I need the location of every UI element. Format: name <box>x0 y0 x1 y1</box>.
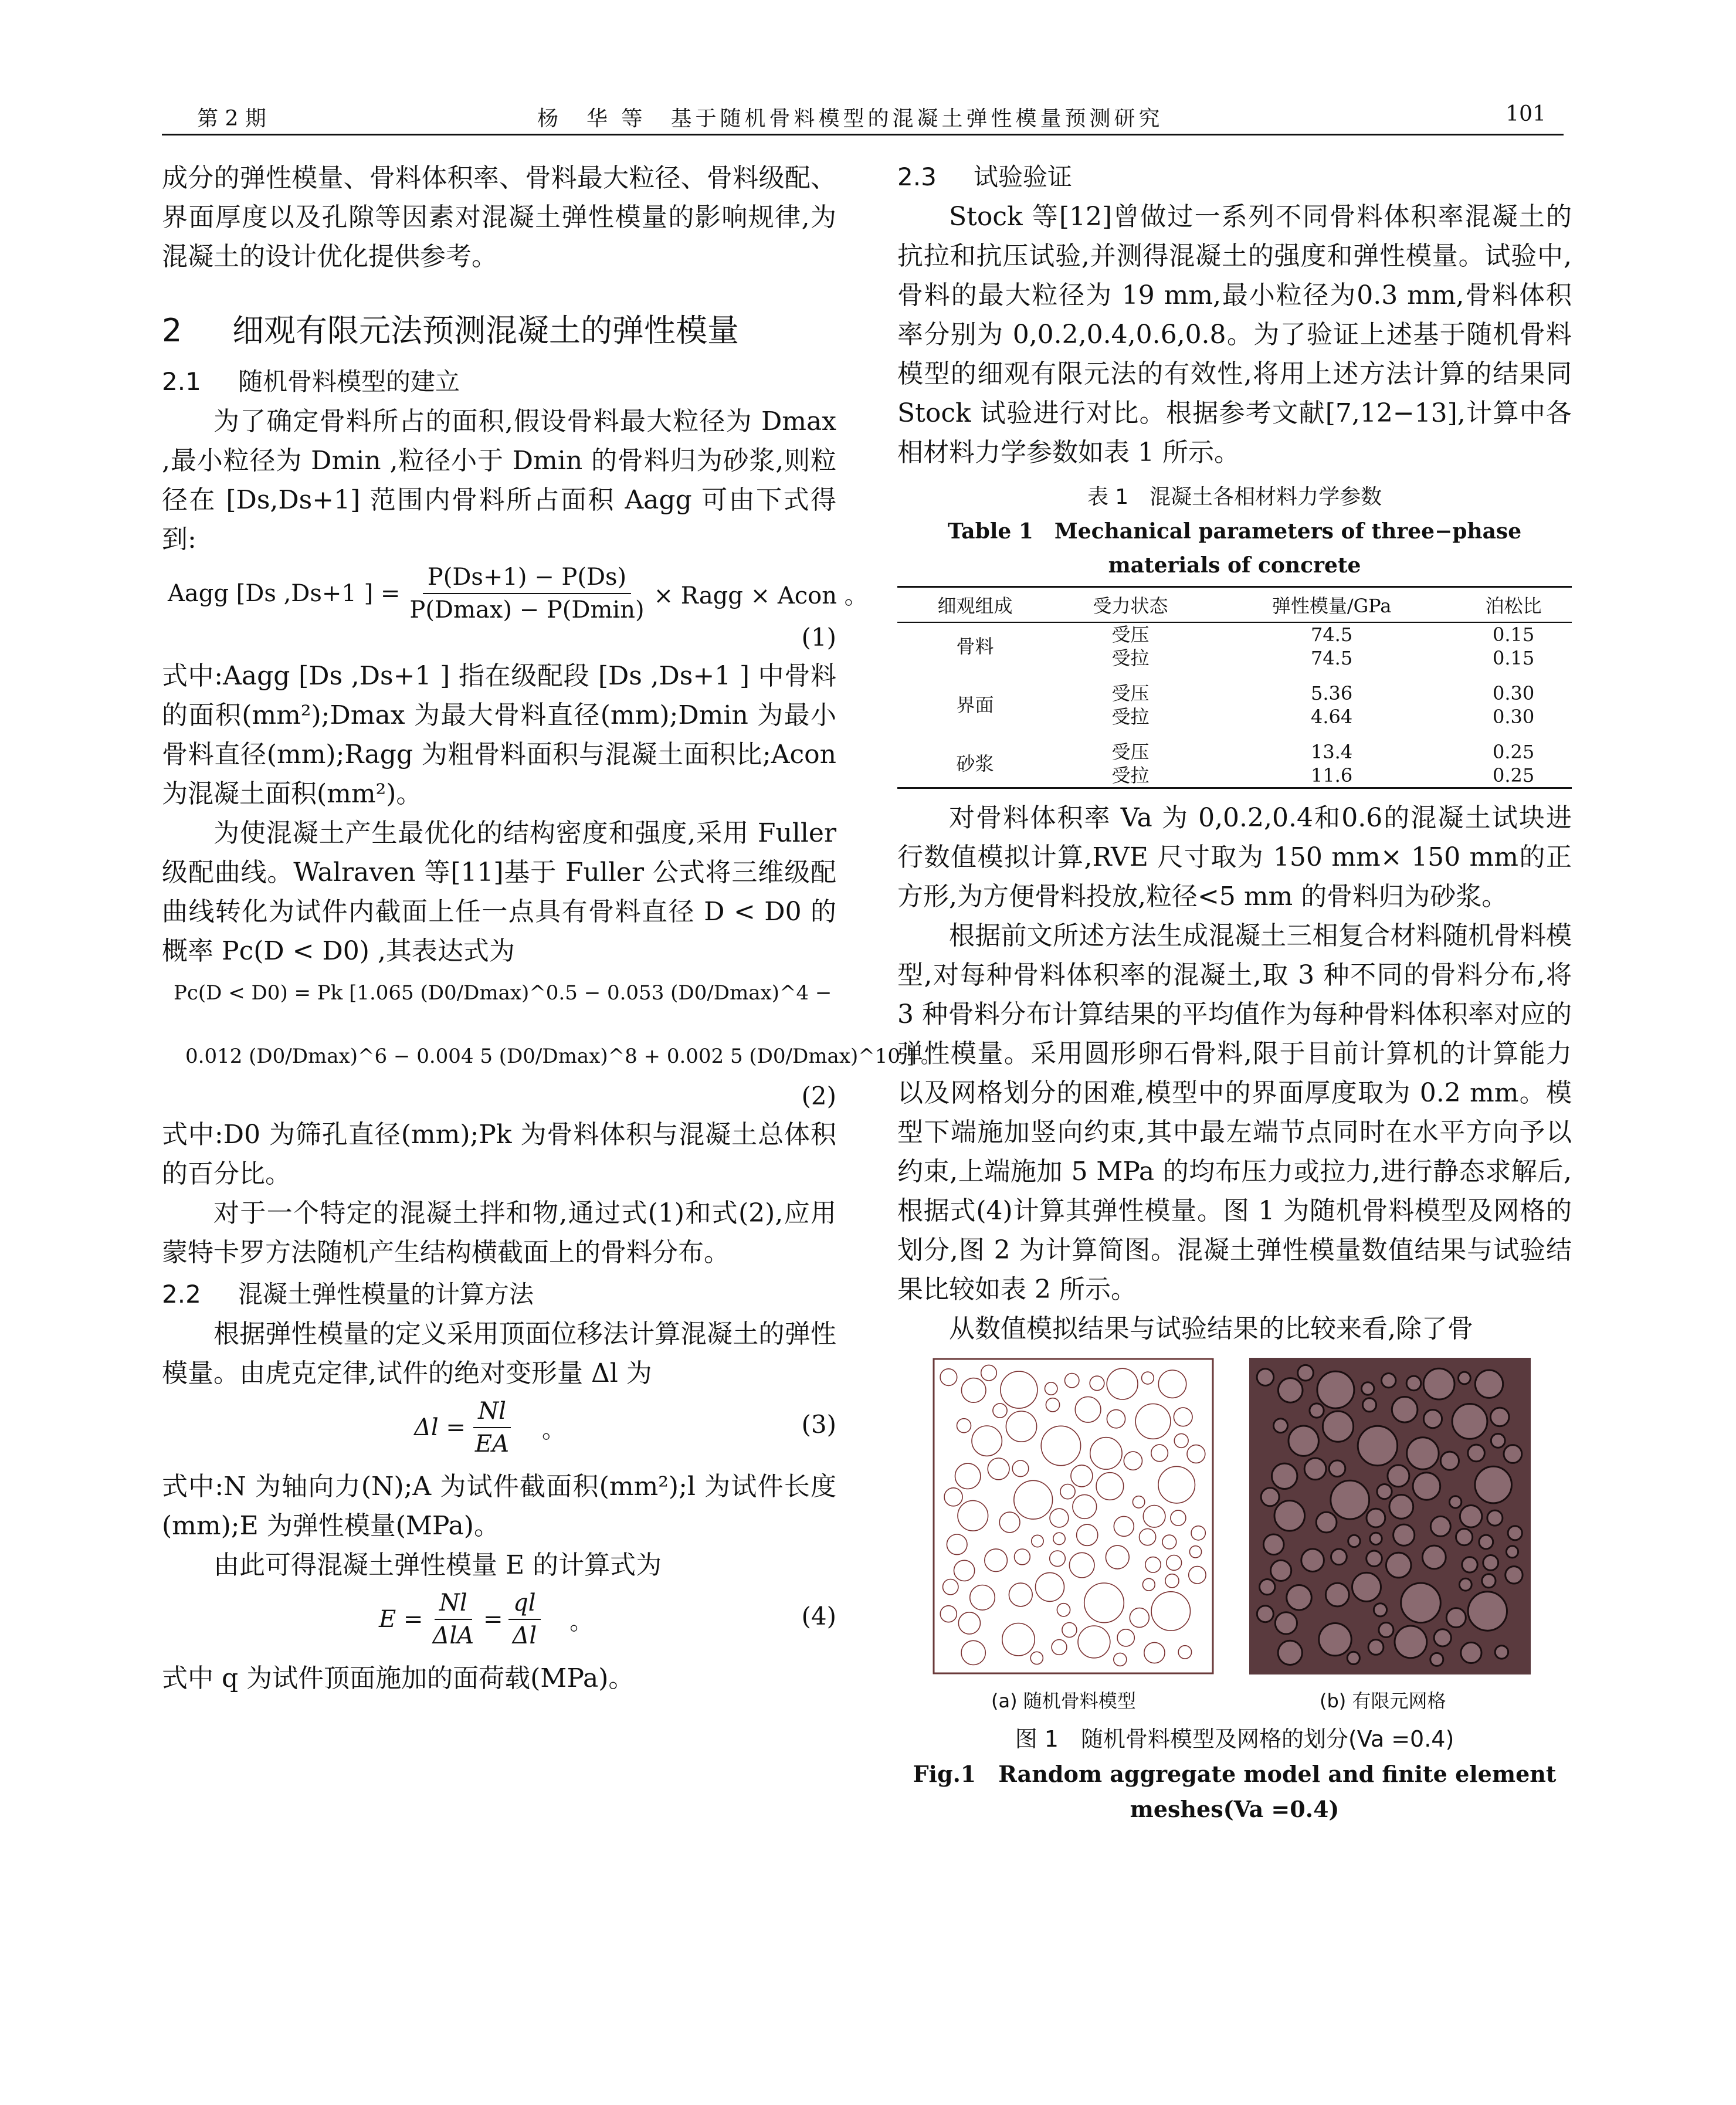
eq-tail: 。 <box>569 1608 594 1635</box>
subsection-2-3-heading <box>897 158 1572 196</box>
paragraph: 由此可得混凝土弹性模量 E 的计算式为 <box>213 1550 662 1580</box>
paragraph: Stock 等[12]曾做过一系列不同骨料体积率混凝土的抗拉和抗压试验,并测得混凝土的强度和弹性模量。试验中,骨料的最大粒径为 19 mm,最小粒径为0.3 mm,骨料体积率分别为 0,0.2,0.4,0.6,0.8。为了验证上述基于随机骨料模型的细观有限元法的有效性,将用上述方法计算的结果同 Stock 试验进行对比。根据参考文献[7,12−13],计算中各相材料力学参数如表 1 所示。 <box>897 202 1572 467</box>
mesh-aggregate-circle <box>1317 1371 1354 1408</box>
eq-fraction <box>428 1589 479 1649</box>
mesh-aggregate-circle <box>1377 1484 1392 1499</box>
mesh-aggregate-circle <box>1347 1652 1359 1664</box>
mesh-aggregate-circle <box>1389 1495 1413 1519</box>
mesh-aggregate-circle <box>1423 1368 1454 1399</box>
eq-lhs: Aagg [Ds ,Ds+1 ] = <box>168 580 401 607</box>
equation-3 <box>162 1398 836 1462</box>
table-caption-en: materials of concrete <box>1108 553 1361 578</box>
table-cell: 0.25 <box>1492 741 1535 763</box>
paragraph: 式中:D0 为筛孔直径(mm);Pk 为骨料体积与混凝土总体积的百分比。 <box>162 1120 836 1189</box>
table-cell: 11.6 <box>1310 764 1353 787</box>
table-row <box>897 622 1572 646</box>
mesh-aggregate-circle <box>1263 1534 1284 1555</box>
mesh-aggregate-circle <box>1257 1369 1274 1386</box>
mesh-aggregate-circle <box>1430 1653 1443 1666</box>
table-1 <box>897 480 1572 789</box>
table-cell: 4.64 <box>1310 706 1353 728</box>
mesh-aggregate-circle <box>1358 1426 1397 1465</box>
paragraph: 根据前文所述方法生成混凝土三相复合材料随机骨料模型,对每种骨料体积率的混凝土,取 3 种不同的骨料分布,将 3 种骨料分布计算结果的平均值作为每种骨料体积率对应的弹性模量。采用圆形卵石骨料,限于目前计算机的计算能力以及网格划分的困难,模型中的界面厚度取为 0.2 mm。模型下端施加竖向约束,其中最左端节点同时在水平方向予以约束,上端施加 5 MPa 的均布压力或拉力,进行静态求解后,根据式(4)计算其弹性模量。图 1 为随机骨料模型及网格的划分,图 2 为计算简图。混凝土弹性模量数值结果与试验结果比较如表 2 所示。 <box>897 921 1572 1304</box>
mesh-aggregate-circle <box>1459 1372 1471 1384</box>
mesh-aggregate-circle <box>1475 1370 1503 1398</box>
eq-numerator: P(Ds+1) − P(Ds) <box>423 564 631 594</box>
mesh-aggregate-circle <box>1310 1404 1324 1418</box>
subfigure-a-label: (a) 随机骨料模型 <box>991 1690 1136 1712</box>
table-cell: 13.4 <box>1310 741 1353 763</box>
table-cell: 74.5 <box>1310 647 1353 669</box>
mesh-aggregate-circle <box>1271 1560 1291 1581</box>
table-header: 弹性模量/GPa <box>1272 595 1392 617</box>
eq-line-2: 0.012 (D0/Dmax)^6 − 0.004 5 (D0/Dmax)^8 + 0.002 5 (D0/Dmax)^10 ] 。 <box>185 1045 941 1068</box>
mesh-aggregate-circle <box>1468 1592 1507 1631</box>
mesh-aggregate-circle <box>1382 1374 1396 1388</box>
figure-caption-en: Fig.1 Random aggregate model and finite element <box>913 1761 1557 1787</box>
mesh-aggregate-circle <box>1319 1623 1351 1656</box>
mesh-aggregate-circle <box>1495 1646 1508 1659</box>
table-header: 细观组成 <box>937 595 1013 617</box>
table-header: 受力状态 <box>1093 595 1168 617</box>
table-caption-cn: 表 1 混凝土各相材料力学参数 <box>1087 485 1382 509</box>
paragraph: 对于一个特定的混凝土拌和物,通过式(1)和式(2),应用蒙特卡罗方法随机产生结构横截面上的骨料分布。 <box>162 1198 836 1267</box>
paragraph: 从数值模拟结果与试验结果的比较来看,除了骨 <box>949 1314 1473 1344</box>
equation-4 <box>162 1589 836 1654</box>
mesh-aggregate-circle <box>1352 1572 1381 1601</box>
mesh-aggregate-circle <box>1490 1408 1509 1426</box>
running-title: 杨 华 等 基于随机骨料模型的混凝土弹性模量预测研究 <box>537 107 1164 131</box>
table-cell: 受压 <box>1111 682 1150 704</box>
mesh-aggregate-circle <box>1434 1629 1451 1646</box>
mesh-aggregate-circle <box>1272 1463 1297 1489</box>
subsection-2-2-heading <box>162 1276 836 1313</box>
subsection-title: 试验验证 <box>974 162 1073 191</box>
mesh-aggregate-circle <box>1362 1398 1376 1412</box>
parameter-table <box>897 586 1572 789</box>
eq-denominator: P(Dmax) − P(Dmin) <box>409 596 645 623</box>
mesh-aggregate-circle <box>1423 1410 1442 1428</box>
right-column <box>897 158 1572 1827</box>
mesh-aggregate-circle <box>1508 1526 1522 1540</box>
mesh-aggregate-circle <box>1461 1642 1481 1663</box>
mesh-aggregate-circle <box>1440 1452 1459 1470</box>
mesh-aggregate-circle <box>1287 1585 1312 1611</box>
mesh-aggregate-circle <box>1323 1411 1353 1442</box>
table-cell: 骨料 <box>956 635 994 657</box>
mesh-aggregate-circle <box>1275 1612 1297 1634</box>
mesh-aggregate-circle <box>1449 1496 1461 1508</box>
mesh-aggregate-circle <box>1362 1382 1374 1395</box>
eq-denominator: ΔlA <box>432 1622 474 1649</box>
eq-equals: = <box>483 1606 503 1633</box>
eq-denominator: Δl <box>512 1622 537 1649</box>
mesh-aggregate-circle <box>1475 1466 1512 1503</box>
mesh-aggregate-circle <box>1460 1506 1482 1528</box>
mesh-aggregate-circle <box>1487 1510 1503 1526</box>
issue-label: 第 2 期 <box>197 107 266 131</box>
eq-numerator: Nl <box>473 1398 511 1428</box>
mesh-aggregate-circle <box>1491 1434 1505 1448</box>
mesh-aggregate-circle <box>1422 1545 1446 1569</box>
table-cell: 受压 <box>1111 741 1150 763</box>
eq-numerator: ql <box>508 1589 540 1620</box>
mesh-aggregate-circle <box>1274 1419 1288 1433</box>
mesh-aggregate-circle <box>1506 1546 1518 1558</box>
mesh-aggregate-circle <box>1325 1583 1349 1606</box>
equation-number: (1) <box>801 623 836 652</box>
section-number: 2 <box>162 312 182 349</box>
table-cell: 0.25 <box>1492 764 1535 787</box>
mesh-aggregate-circle <box>1370 1533 1382 1544</box>
table-cell: 受拉 <box>1111 706 1150 728</box>
eq-line-1: Pc(D < D0) = Pk [1.065 (D0/Dmax)^0.5 − 0.053 (D0/Dmax)^4 − <box>174 981 832 1005</box>
mesh-aggregate-circle <box>1393 1524 1415 1545</box>
mesh-aggregate-circle <box>1483 1555 1498 1571</box>
mesh-aggregate-circle <box>1274 1501 1305 1531</box>
mesh-aggregate-circle <box>1261 1488 1279 1506</box>
equation-number: (3) <box>801 1410 836 1439</box>
paragraph: 为使混凝土产生最优化的结构密度和强度,采用 Fuller 级配曲线。Walraven 等[11]基于 Fuller 公式将三维级配曲线转化为试件内截面上任一点具有骨料直径 D < D0 的概率 Pc(D < D0) ,其表达式为 <box>162 818 836 966</box>
mesh-aggregate-circle <box>1452 1404 1487 1439</box>
table-row <box>897 740 1572 764</box>
eq-fraction <box>405 564 649 623</box>
table-caption-en: Table 1 Mechanical parameters of three−phase <box>947 519 1522 544</box>
table-cell: 0.30 <box>1492 706 1535 728</box>
subfigure-b-label: (b) 有限元网格 <box>1320 1690 1446 1712</box>
running-header <box>162 99 1564 135</box>
table-cell: 0.15 <box>1492 623 1535 646</box>
equation-2 <box>162 975 941 1110</box>
mesh-aggregate-circle <box>1331 1549 1347 1565</box>
equation-number: (4) <box>801 1602 836 1631</box>
subsection-number: 2.1 <box>162 367 201 396</box>
subsection-title: 随机骨料模型的建立 <box>238 367 460 396</box>
page-number: 101 <box>1506 102 1546 126</box>
mesh-aggregate-circle <box>1504 1445 1522 1463</box>
mesh-aggregate-circle <box>1367 1509 1385 1527</box>
table-cell: 界面 <box>956 694 994 716</box>
subsection-title: 混凝土弹性模量的计算方法 <box>238 1280 534 1309</box>
mesh-aggregate-circle <box>1301 1549 1324 1572</box>
mesh-aggregate-circle <box>1368 1640 1384 1655</box>
mesh-aggregate-circle <box>1298 1365 1314 1381</box>
table-row <box>897 682 1572 705</box>
eq-tail: 。 <box>542 1416 566 1443</box>
mesh-aggregate-circle <box>1392 1397 1418 1423</box>
mesh-aggregate-circle <box>1413 1473 1440 1500</box>
table-cell: 0.30 <box>1492 682 1535 704</box>
equation-1 <box>162 564 868 652</box>
intro-paragraph: 成分的弹性模量、骨料体积率、骨料最大粒径、骨料级配、界面厚度以及孔隙等因素对混凝土弹性模量的影响规律,为混凝土的设计优化提供参考。 <box>162 163 836 272</box>
eq-lhs: E = <box>379 1606 423 1633</box>
mesh-aggregate-circle <box>1374 1604 1386 1616</box>
table-header-row <box>897 587 1572 623</box>
mesh-aggregate-circle <box>1406 1376 1421 1391</box>
figure-caption-en: meshes(Va =0.4) <box>1130 1796 1340 1822</box>
figure-1 <box>897 1358 1572 1710</box>
mesh-aggregate-circle <box>1462 1557 1477 1572</box>
subsection-number: 2.3 <box>897 162 937 191</box>
mesh-aggregate-circle <box>1278 1378 1303 1403</box>
section-2-heading <box>162 309 836 352</box>
mesh-aggregate-circle <box>1456 1529 1473 1545</box>
mesh-aggregate-circle <box>1260 1579 1275 1595</box>
paragraph: 根据弹性模量的定义采用顶面位移法计算混凝土的弹性模量。由虎克定律,试件的绝对变形量 Δl 为 <box>162 1319 836 1388</box>
paragraph: 为了确定骨料所占的面积,假设骨料最大粒径为 Dmax ,最小粒径为 Dmin ,粒径小于 Dmin 的骨料归为砂浆,则粒径在 [Ds,Ds+1] 范围内骨料所占面积 Aagg 可由下式得到: <box>162 406 836 554</box>
table-cell: 5.36 <box>1310 682 1353 704</box>
mesh-aggregate-circle <box>1506 1567 1523 1584</box>
eq-fraction <box>508 1589 542 1649</box>
table-cell: 受压 <box>1111 623 1150 646</box>
mesh-aggregate-circle <box>1407 1438 1439 1469</box>
mesh-aggregate-circle <box>1482 1574 1496 1588</box>
equation-number: (2) <box>801 1082 836 1110</box>
eq-rhs: × Ragg × Acon 。 <box>653 582 868 609</box>
table-cell: 0.15 <box>1492 647 1535 669</box>
eq-lhs: Δl = <box>414 1414 466 1441</box>
section-title: 细观有限元法预测混凝土的弹性模量 <box>232 312 739 349</box>
mesh-aggregate-circle <box>1316 1512 1337 1533</box>
paragraph: 对骨料体积率 Va 为 0,0.2,0.4和0.6的混凝土试块进行数值模拟计算,RVE 尺寸取为 150 mm× 150 mm的正方形,为方便骨料投放,粒径<5 mm 的骨料归为砂浆。 <box>897 803 1572 911</box>
mesh-aggregate-circle <box>1304 1458 1326 1480</box>
mesh-aggregate-circle <box>1430 1516 1450 1536</box>
table-cell: 受拉 <box>1111 764 1150 787</box>
mesh-aggregate-circle <box>1331 1480 1369 1519</box>
mesh-aggregate-circle <box>1257 1606 1273 1622</box>
mesh-aggregate-circle <box>1367 1551 1382 1567</box>
paragraph: 式中:N 为轴向力(N);A 为试件截面积(mm²);l 为试件长度(mm);E 为弹性模量(MPa)。 <box>162 1472 836 1541</box>
eq-denominator: EA <box>474 1431 510 1457</box>
mesh-aggregate-circle <box>1401 1583 1441 1623</box>
eq-numerator: Nl <box>435 1589 472 1620</box>
mesh-aggregate-circle <box>1348 1535 1360 1547</box>
table-cell: 受拉 <box>1111 647 1150 669</box>
random-aggregate-model-image <box>933 1358 1214 1674</box>
finite-element-mesh-image <box>1249 1358 1531 1674</box>
mesh-aggregate-circle <box>1289 1426 1318 1456</box>
mesh-aggregate-circle <box>1468 1445 1485 1462</box>
paragraph: 式中 q 为试件顶面施加的面荷载(MPa)。 <box>162 1663 635 1693</box>
figure-caption-cn: 图 1 随机骨料模型及网格的划分(Va =0.4) <box>1015 1726 1454 1752</box>
paragraph: 式中:Aagg [Ds ,Ds+1 ] 指在级配段 [Ds ,Ds+1 ] 中骨料的面积(mm²);Dmax 为最大骨料直径(mm);Dmin 为最小骨料直径(mm);Ragg 为粗骨料面积与混凝土面积比;Acon 为混凝土面积(mm²)。 <box>162 661 836 809</box>
mesh-aggregate-circle <box>1386 1553 1411 1578</box>
mesh-aggregate-circle <box>1278 1640 1302 1665</box>
mesh-aggregate-circle <box>1395 1626 1427 1658</box>
mesh-aggregate-circle <box>1329 1460 1345 1477</box>
subsection-2-1-heading <box>162 363 836 401</box>
table-cell: 砂浆 <box>956 752 994 775</box>
mesh-aggregate-circle <box>1379 1623 1393 1638</box>
mesh-aggregate-circle <box>1388 1465 1409 1487</box>
eq-fraction <box>470 1398 514 1457</box>
subsection-number: 2.2 <box>162 1280 201 1309</box>
table-header: 泊松比 <box>1485 595 1542 617</box>
table-cell: 74.5 <box>1310 623 1353 646</box>
mesh-aggregate-circle <box>1446 1608 1466 1628</box>
mesh-aggregate-circle <box>1479 1535 1493 1549</box>
mesh-aggregate-circle <box>1459 1578 1471 1591</box>
